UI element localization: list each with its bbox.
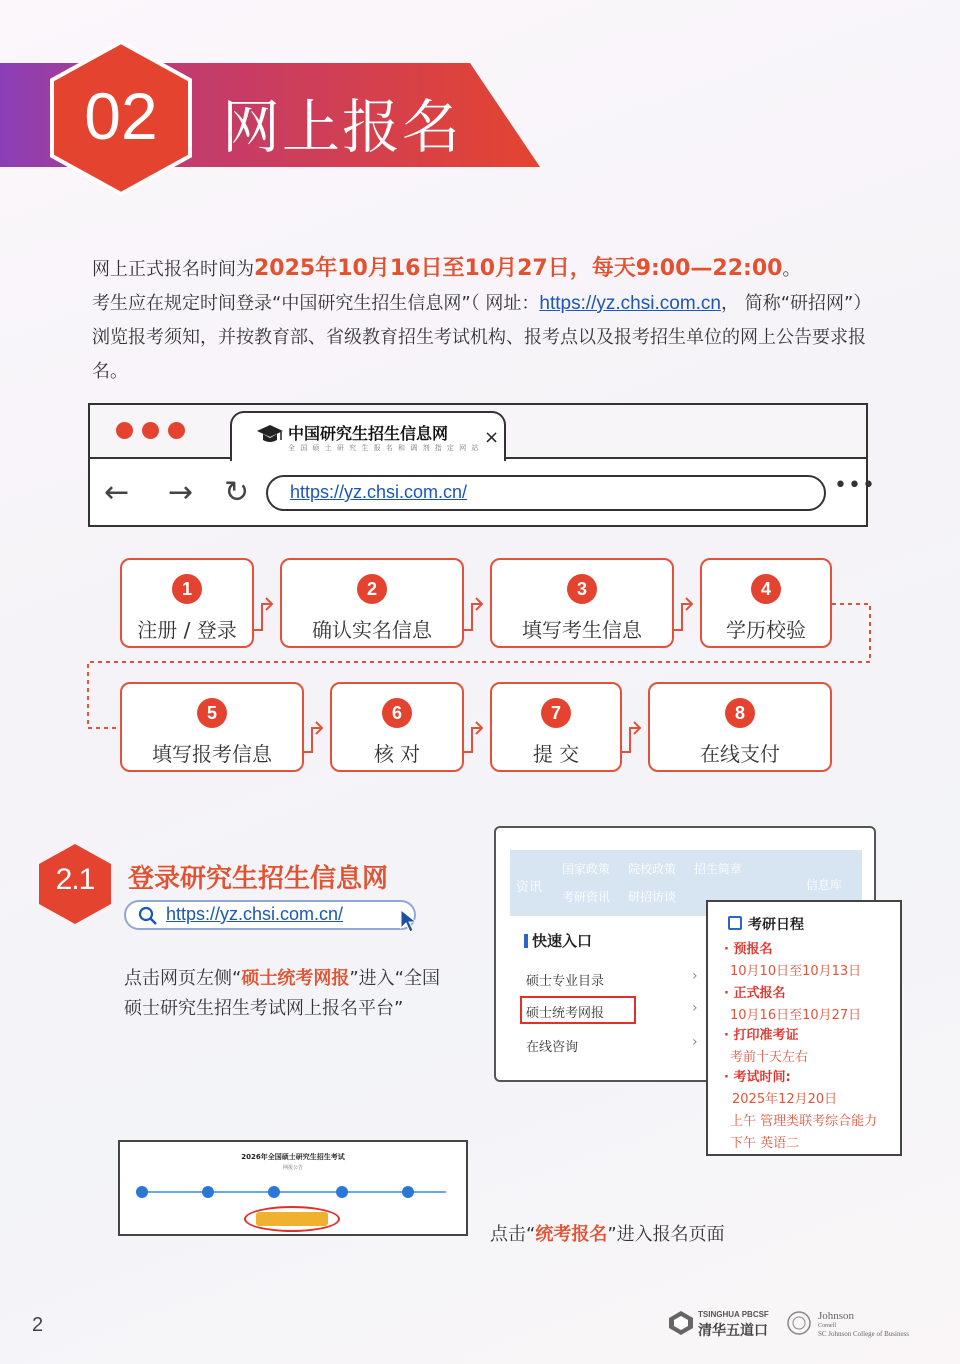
step-number: 2 [357, 574, 387, 604]
search-url[interactable]: https://yz.chsi.com.cn/ [166, 904, 344, 924]
page-number: 2 [32, 1314, 44, 1336]
screenshot-title: 2026年全国硕士研究生招生考试 [241, 1153, 345, 1161]
highlight-oval [244, 1206, 340, 1232]
browser-mockup [88, 403, 876, 527]
step-3 [490, 558, 674, 648]
cornell-seal-icon [786, 1310, 812, 1336]
desc-highlight: 硕士统考网报 [241, 968, 350, 989]
click-note [490, 1220, 725, 1246]
site-nav-item[interactable]: 考研资讯 [562, 890, 611, 904]
step-label: 在线支付 [700, 742, 780, 766]
pbcsf-emblem-icon [668, 1310, 694, 1336]
desc-text: 点击网页左侧“ [124, 968, 242, 989]
cursor-icon [398, 908, 420, 934]
bar-icon [524, 934, 528, 948]
subsection-title: 登录研究生招生信息网 [128, 864, 389, 894]
logo-text-college: SC Johnson College of Business [818, 1330, 910, 1338]
step-6 [330, 682, 464, 772]
subsection-description [124, 964, 454, 1024]
quick-entry-title: 快速入口 [532, 932, 593, 950]
step-number: 6 [382, 698, 412, 728]
graduation-cap-icon [256, 423, 284, 445]
calendar-item: · 考试时间: [724, 1070, 791, 1085]
tab-title: 中国研究生招生信息网 [288, 424, 449, 443]
calendar-value: 10月16日至10月27日 [730, 1008, 862, 1023]
intro-text-1: 网上正式报名时间为 [92, 259, 254, 280]
site-nav-item[interactable]: 研招访谈 [628, 890, 677, 904]
calendar-icon [728, 916, 742, 930]
calendar-item: · 预报名 [724, 942, 773, 957]
intro-text-1-end: 。 [782, 259, 801, 280]
site-nav-item[interactable]: 资讯 [516, 880, 543, 895]
step-label: 核 对 [373, 742, 421, 766]
yz-link[interactable]: https://yz.chsi.com.cn [539, 293, 721, 314]
site-nav-item[interactable]: 院校政策 [628, 862, 677, 876]
intro-paragraph [92, 252, 882, 389]
calendar-value: 下午 英语二 [730, 1136, 800, 1151]
tab-subtitle: 全 国 硕 士 研 究 生 报 名 和 调 剂 指 定 网 站 [288, 444, 480, 452]
step-2 [280, 558, 464, 648]
stage-dot-icon [136, 1186, 148, 1198]
note-text-end: ”进入报名页面 [607, 1224, 725, 1245]
reload-icon[interactable]: ↻ [224, 475, 250, 510]
step-label: 确认实名信息 [312, 618, 432, 642]
step-number: 5 [197, 698, 227, 728]
calendar-value: 考前十天左右 [730, 1050, 809, 1065]
browser-tab[interactable] [230, 411, 506, 461]
screenshot-subtitle: 网报公告 [282, 1165, 303, 1171]
address-url: https://yz.chsi.com.cn/ [290, 482, 468, 502]
address-bar[interactable] [266, 475, 826, 511]
window-dot-icon [142, 422, 159, 439]
intro-text-3: ， 简称“研招网”）浏览报考须知，并按教育部、省级教育招生考试机构、报考点以及报考招生单位的网上公告要求报名。 [92, 293, 872, 382]
step-label: 注册 / 登录 [137, 618, 237, 642]
calendar-value: 10月10日至10月13日 [730, 964, 862, 979]
note-text: 点击“ [490, 1224, 536, 1245]
intro-text-2: 考生应在规定时间登录“中国研究生招生信息网”（ 网址： [92, 293, 540, 314]
calendar-value: 上午 管理类联考综合能力 [730, 1114, 878, 1129]
logo-text-johnson: Johnson [818, 1310, 855, 1322]
forward-arrow-icon[interactable]: → [168, 475, 194, 510]
browser-tabbar [90, 405, 866, 459]
note-highlight: 统考报名 [535, 1224, 608, 1245]
calendar-item: · 打印准考证 [724, 1028, 799, 1043]
chevron-right-icon: › [692, 1034, 698, 1050]
step-label: 学历校验 [726, 618, 806, 642]
stage-dot-icon [202, 1186, 214, 1198]
step-4 [700, 558, 832, 648]
window-dot-icon [168, 422, 185, 439]
step-number: 4 [751, 574, 781, 604]
step-number: 1 [172, 574, 202, 604]
chevron-right-icon: › [692, 968, 698, 984]
progress-line [140, 1191, 446, 1193]
step-label: 填写考生信息 [522, 618, 642, 642]
site-nav-item[interactable]: 招生简章 [694, 862, 743, 876]
step-number: 3 [567, 574, 597, 604]
calendar-title: 考研日程 [748, 917, 804, 933]
chevron-right-icon: › [692, 1000, 698, 1016]
logo-text-cn: 清华五道口 [698, 1323, 768, 1339]
step-number: 7 [541, 698, 571, 728]
step-5 [120, 682, 304, 772]
logo-text-cornell: Cornell [818, 1323, 836, 1329]
calendar-value: 2025年12月20日 [732, 1092, 838, 1107]
close-icon[interactable]: × [484, 427, 500, 448]
stage-dot-icon [268, 1186, 280, 1198]
exam-calendar-card [706, 900, 902, 1156]
page-title: 网上报名 [222, 93, 463, 161]
step-1 [120, 558, 254, 648]
search-icon [138, 906, 158, 926]
registration-time: 2025年10月16日至10月27日，每天9:00—22:00 [254, 256, 783, 281]
quick-item-consult[interactable]: 在线咨询 [526, 1040, 579, 1055]
step-label: 提 交 [532, 742, 580, 766]
step-number: 8 [725, 698, 755, 728]
stage-dot-icon [402, 1186, 414, 1198]
step-8 [648, 682, 832, 772]
url-search-pill[interactable] [124, 900, 416, 930]
site-nav-item[interactable]: 国家政策 [562, 862, 611, 876]
desc-text-end: ”进入“全国硕士研究生招生考试网上报名平台” [124, 968, 440, 1019]
back-arrow-icon[interactable]: ← [104, 475, 130, 510]
registration-screenshot [118, 1140, 468, 1236]
step-label: 填写报考信息 [152, 742, 272, 766]
quick-item-catalog[interactable]: 硕士专业目录 [526, 974, 605, 989]
step-7 [490, 682, 622, 772]
site-nav-item[interactable]: 信息库 [806, 878, 843, 892]
window-dot-icon [116, 422, 133, 439]
more-icon[interactable]: ••• [834, 473, 876, 498]
stage-dot-icon [336, 1186, 348, 1198]
logo-text-en: TSINGHUA PBCSF [698, 1310, 769, 1319]
quick-entry-panel [510, 918, 710, 1060]
subsection-number: 2.1 [55, 863, 95, 896]
section-number: 02 [84, 79, 158, 153]
quick-item-registration[interactable]: 硕士统考网报 [526, 1006, 605, 1021]
calendar-item: · 正式报名 [724, 986, 786, 1001]
